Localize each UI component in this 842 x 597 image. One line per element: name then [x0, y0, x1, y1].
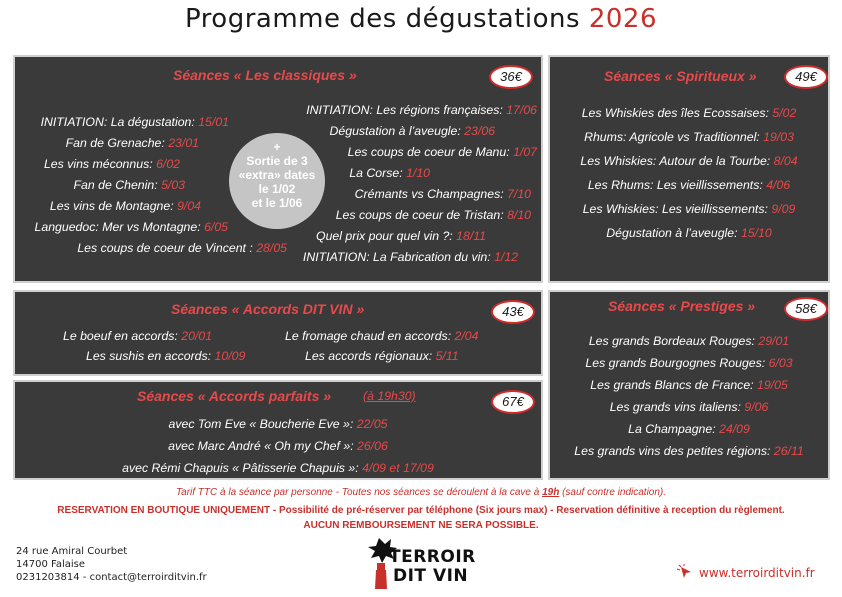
spiritueux-item: Les Rhums: Les vieillissements: 4/06: [587, 178, 791, 192]
classiques-left-item: Les vins méconnus: 6/02: [43, 157, 180, 171]
prestiges-item: Les grands Blancs de France: 19/05: [590, 378, 788, 392]
panel-parfaits: [13, 380, 543, 480]
classiques-right-item: Quel prix pour quel vin ?: 18/11: [316, 229, 486, 243]
panel-accords: [13, 290, 543, 376]
terroir-logo: [365, 536, 485, 592]
parfaits-heading: Séances « Accords parfaits »: [137, 388, 332, 404]
accords-item: Les sushis en accords: 10/09: [86, 349, 246, 363]
extra-dates-badge: + Sortie de 3 «extra» dates le 1/02 et le 1/06: [229, 133, 325, 229]
title-main: Programme des dégustations: [184, 4, 581, 34]
accords-heading: Séances « Accords DIT VIN »: [171, 301, 365, 317]
classiques-left-item: INITIATION: La dégustation: 15/01: [40, 115, 229, 129]
prestiges-item: Les grands Bourgognes Rouges: 6/03: [585, 356, 793, 370]
prestiges-item: La Champagne: 24/09: [628, 422, 750, 436]
panel-spiritueux: [548, 55, 830, 283]
remboursement-note: AUCUN REMBOURSEMENT NE SERA POSSIBLE.: [303, 520, 539, 531]
accords-item: Le boeuf en accords: 20/01: [63, 329, 213, 343]
classiques-right-item: La Corse: 1/10: [349, 166, 430, 180]
classiques-right-item: Les coups de coeur de Tristan: 8/10: [335, 208, 531, 222]
classiques-right-item: Crémants vs Champagnes: 7/10: [354, 187, 531, 201]
classiques-heading: Séances « Les classiques »: [173, 67, 357, 83]
panel-prestiges: [548, 290, 830, 480]
classiques-right-item: INITIATION: Les régions françaises: 17/06: [306, 103, 537, 117]
title-year: 2026: [588, 4, 658, 34]
parfaits-item: avec Rémi Chapuis « Pâtisserie Chapuis »: 4/09 et 17/09: [122, 461, 434, 475]
spiritueux-item: Les Whiskies: Autour de la Tourbe: 8/04: [580, 154, 798, 168]
cursor-click-icon: [676, 564, 696, 580]
parfaits-time: (à 19h30): [363, 389, 416, 403]
parfaits-price-badge: 67€: [491, 390, 535, 414]
spiritueux-heading: Séances « Spiritueux »: [604, 68, 757, 84]
logo-line1: TERROIR: [389, 547, 476, 567]
address-phone-email: 0231203814 - contact@terroirditvin.fr: [16, 572, 207, 583]
accords-item: Les accords régionaux: 5/11: [305, 349, 459, 363]
website-link[interactable]: www.terroirditvin.fr: [699, 566, 815, 580]
classiques-left-item: Les vins de Montagne: 9/04: [49, 199, 201, 213]
accords-item: Le fromage chaud en accords: 2/04: [285, 329, 479, 343]
prestiges-item: Les grands Bordeaux Rouges: 29/01: [588, 334, 790, 348]
parfaits-item: avec Tom Eve « Boucherie Eve »: 22/05: [168, 417, 388, 431]
classiques-right-item: INITIATION: La Fabrication du vin: 1/12: [302, 250, 518, 264]
spiritueux-item: Rhums: Agricole vs Traditionnel: 19/03: [584, 130, 794, 144]
classiques-price-badge: 36€: [489, 65, 533, 89]
reservation-note: RESERVATION EN BOUTIQUE UNIQUEMENT - Possibilité de pré-réserver par téléphone (Six jours max) - Reservation définitive à reception du règlement.: [57, 505, 785, 516]
address-street: 24 rue Amiral Courbet: [16, 546, 128, 557]
prestiges-heading: Séances « Prestiges »: [608, 298, 756, 314]
tarif-note: Tarif TTC à la séance par personne - Toutes nos séances se déroulent à la cave à 19h (sauf contre indication).: [175, 487, 667, 498]
spiritueux-price-badge: 49€: [784, 65, 828, 89]
classiques-right-item: Dégustation à l’aveugle: 23/06: [329, 124, 495, 138]
accords-price-badge: 43€: [491, 300, 535, 324]
logo-line2: DIT VIN: [393, 566, 469, 586]
spiritueux-item: Les Whiskies: Les vieillissements: 9/09: [582, 202, 796, 216]
prestiges-price-badge: 58€: [784, 297, 828, 321]
prestiges-item: Les grands vins italiens: 9/06: [609, 400, 769, 414]
address-city: 14700 Falaise: [16, 559, 85, 570]
classiques-right-item: Les coups de coeur de Manu: 1/07: [347, 145, 537, 159]
spiritueux-item: Les Whiskies des îles Ecossaises: 5/02: [581, 106, 797, 120]
parfaits-item: avec Marc André « Oh my Chef »: 26/06: [168, 439, 388, 453]
classiques-left-item: Fan de Chenin: 5/03: [73, 178, 185, 192]
classiques-left-item: Languedoc: Mer vs Montagne: 6/05: [34, 220, 228, 234]
classiques-left-item: Fan de Grenache: 23/01: [65, 136, 199, 150]
page-title: [0, 4, 842, 34]
prestiges-item: Les grands vins des petites régions: 26/11: [574, 444, 804, 458]
classiques-left-item: Les coups de coeur de Vincent : 28/05: [77, 241, 287, 255]
spiritueux-item: Dégustation à l’aveugle: 15/10: [606, 226, 772, 240]
